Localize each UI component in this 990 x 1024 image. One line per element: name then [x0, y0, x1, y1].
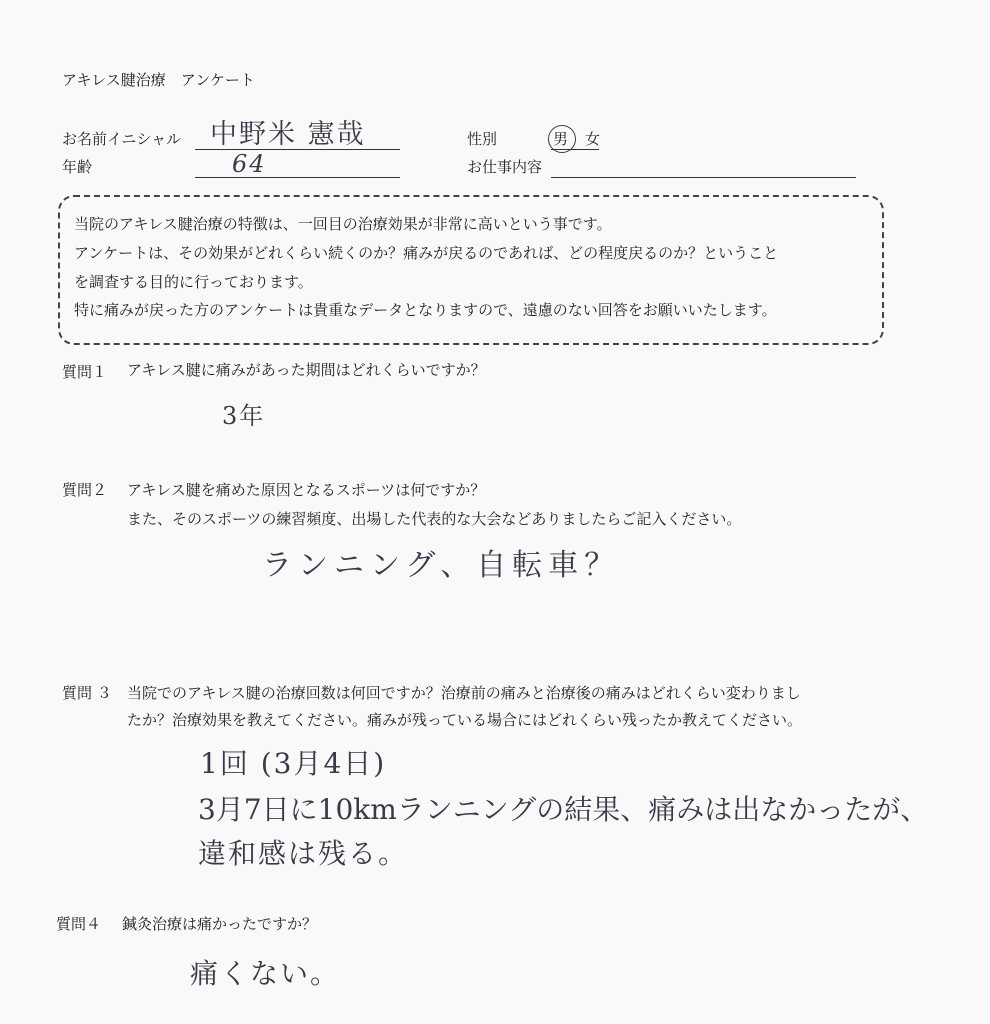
age-label: 年齢 — [62, 158, 93, 176]
sex-label: 性別 — [467, 130, 498, 148]
intro-line-2: アンケートは、その効果がどれくらい続くのか？痛みが戻るのであれば、どの程度戻るのか？ということ — [74, 244, 779, 262]
q2-answer: ランニング、自転車？ — [262, 548, 621, 583]
q1-label: 質問１ — [62, 363, 108, 381]
age-underline — [195, 177, 400, 178]
q2-text: アキレス腱を痛めた原因となるスポーツは何ですか？ — [127, 481, 486, 499]
q2-text-2: また、そのスポーツの練習頻度、出場した代表的な大会などありましたらご記入ください。 — [127, 510, 742, 528]
intro-line-3: を調査する目的に行っております。 — [74, 273, 313, 291]
q4-answer: 痛くない。 — [190, 957, 341, 990]
name-value: 中野米 憲哉 — [210, 119, 366, 150]
q3-text: 当院でのアキレス腱の治療回数は何回ですか？治療前の痛みと治療後の痛みはどれくらい変わりまし — [127, 684, 801, 702]
q3-answer-line-3: 違和感は残る。 — [198, 837, 409, 870]
name-label: お名前イニシャル — [62, 130, 182, 148]
intro-line-1: 当院のアキレス腱治療の特徴は、一回目の治療効果が非常に高いという事です。 — [74, 215, 612, 233]
q4-text: 鍼灸治療は痛かったですか？ — [122, 915, 318, 933]
job-label: お仕事内容 — [467, 158, 543, 176]
q3-answer-line-1: 1回 (3月4日) — [200, 747, 387, 780]
sex-male-option: 男 — [553, 130, 569, 148]
q3-text-2: たか？治療効果を教えてください。痛みが残っている場合にはどれくらい残ったか教えてください。 — [127, 711, 803, 729]
sex-female-option: 女 — [585, 130, 601, 148]
q4-label: 質問４ — [56, 915, 102, 933]
job-underline — [551, 177, 856, 178]
page-title: アキレス腱治療 アンケート — [62, 71, 255, 89]
q1-answer: 3年 — [222, 402, 266, 430]
sex-selection-circle — [548, 125, 576, 153]
intro-line-4: 特に痛みが戻った方のアンケートは貴重なデータとなりますので、遠慮のない回答をお願いいたします。 — [74, 301, 777, 319]
intro-box — [58, 195, 884, 345]
age-value: 64 — [232, 150, 267, 178]
q1-text: アキレス腱に痛みがあった期間はどれくらいですか？ — [127, 361, 486, 379]
q2-label: 質問２ — [62, 481, 108, 499]
q3-label: 質問 ３ — [62, 684, 112, 702]
q3-answer-line-2: 3月7日に10kmランニングの結果、痛みは出なかったが、 — [198, 793, 929, 826]
